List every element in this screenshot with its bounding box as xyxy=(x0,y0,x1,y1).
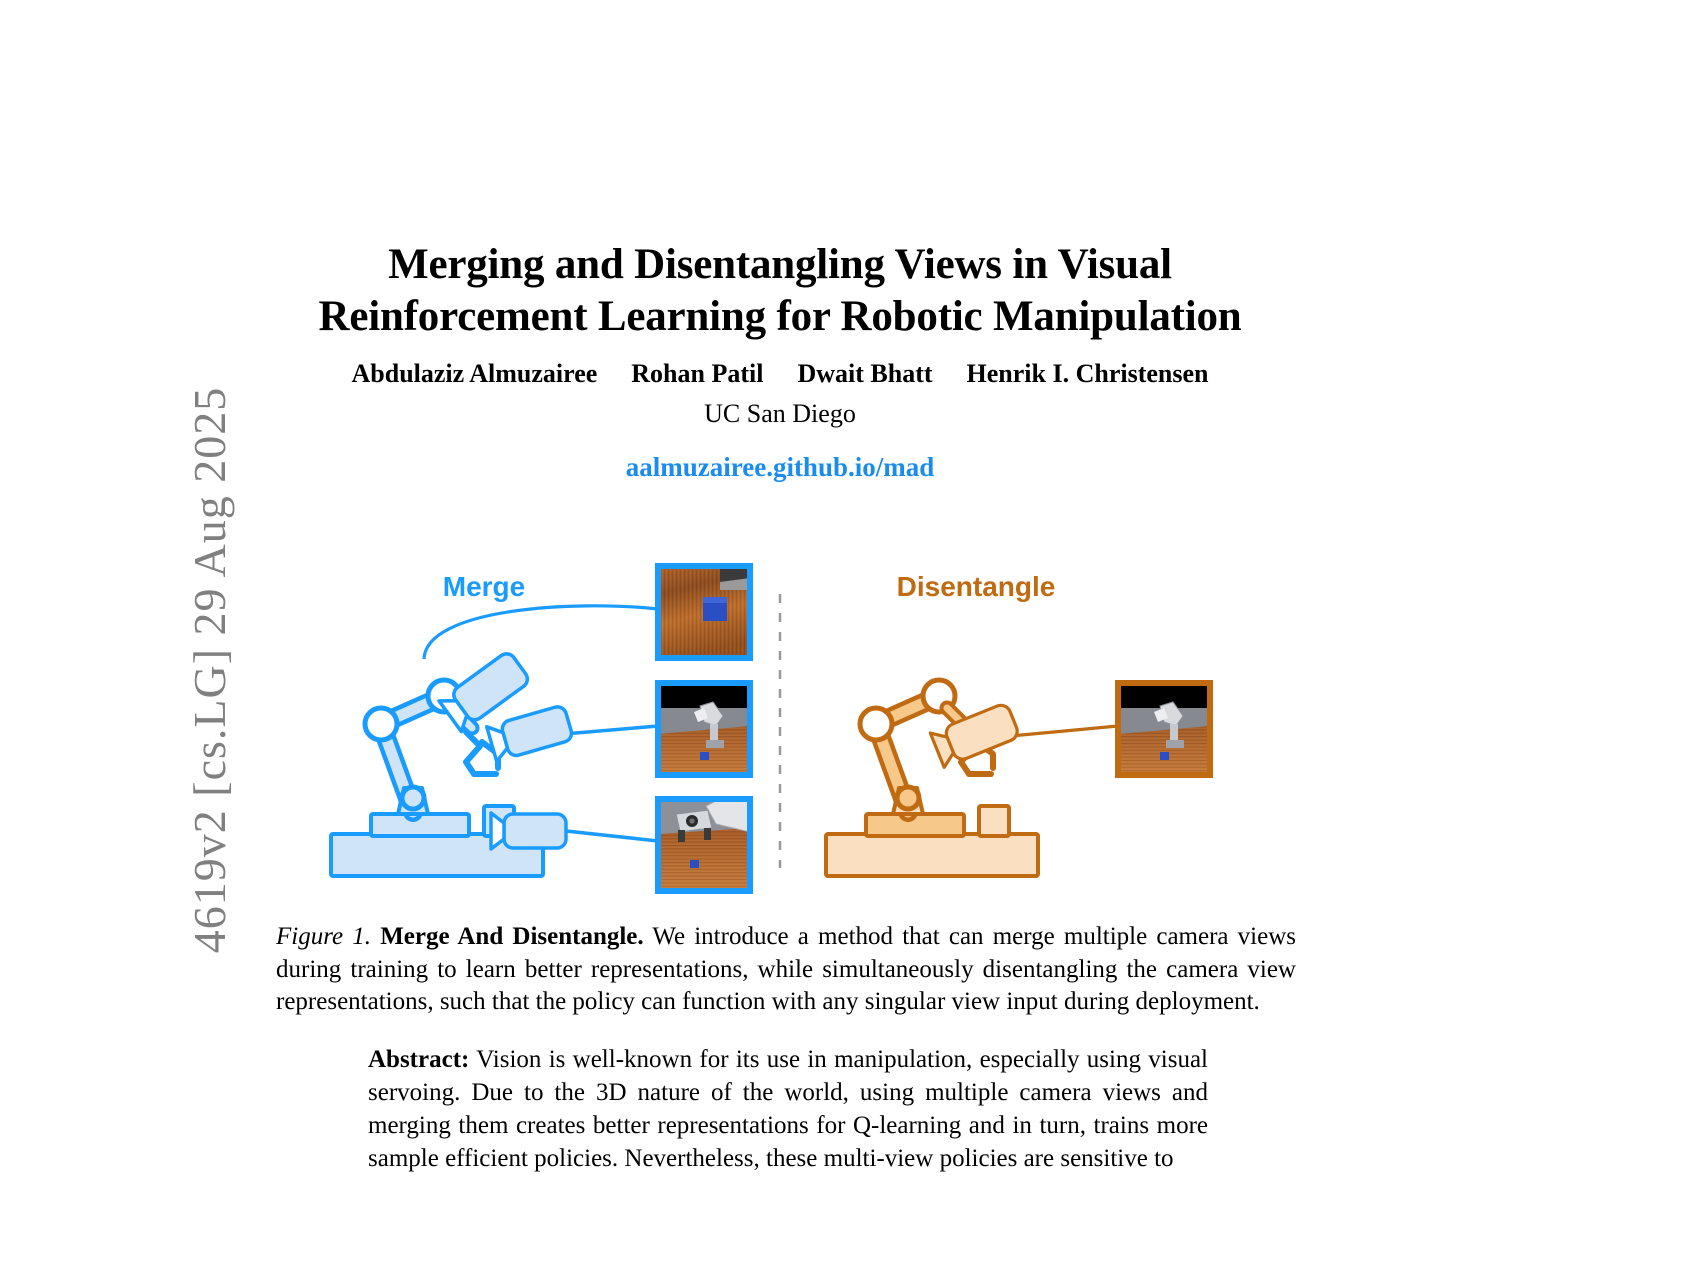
author-name: Dwait Bhatt xyxy=(797,359,933,388)
thumbnail-disentangle-1 xyxy=(1118,683,1210,775)
caption-body: We introduce a method that can merge multiple camera views during training to learn better representations, while simultaneously disentangling the camera view representations, such that the policy can function with any singular view input during deployment. xyxy=(276,923,1297,1015)
disentangle-panel xyxy=(826,680,1210,876)
robot-gripper-finger-left-blue xyxy=(466,732,480,774)
robot-elbow-joint-blue xyxy=(365,708,397,740)
author-name: Abdulaziz Almuzairee xyxy=(351,359,598,388)
caption-figure-number: Figure 1. xyxy=(276,923,372,950)
abstract-section xyxy=(368,1043,1208,1175)
camera-mid-blue xyxy=(487,705,574,762)
merge-link-mid xyxy=(564,726,658,734)
merge-label: Merge xyxy=(442,571,526,602)
figure-caption xyxy=(276,921,1296,1019)
robot-shoulder-joint-orange xyxy=(897,787,919,809)
merge-panel xyxy=(331,566,750,891)
disentangle-link xyxy=(1011,726,1118,736)
caption-lead: Merge And Disentangle. xyxy=(380,923,644,950)
target-cube-orange xyxy=(979,806,1009,836)
author-list xyxy=(250,359,1310,389)
abstract-body: Vision is well-known for its use in manipulation, especially using visual servoing. Due to the 3D nature of the world, using multiple camera views and merging them creates better representations for Q-learning and in turn, trains more sample efficient policies. Nevertheless, these multi-view policies are sensitive to xyxy=(368,1046,1208,1172)
page-title: Merging and Disentangling Views in Visual Reinforcement Learning for Robotic Manipulation xyxy=(318,240,1242,341)
merge-link-curve-top xyxy=(424,606,658,659)
figure-merge-and-disentangle xyxy=(276,556,1296,901)
robot-shoulder-joint-blue xyxy=(402,787,424,809)
robot-base-platform-orange xyxy=(826,834,1038,876)
thumbnail-merge-1 xyxy=(658,566,750,658)
author-name: Rohan Patil xyxy=(631,359,764,388)
arxiv-identifier-stamp: 4619v2 [cs.LG] 29 Aug 2025 xyxy=(184,386,235,954)
author-name: Henrik I. Christensen xyxy=(966,359,1209,388)
robot-elbow-joint-orange xyxy=(860,708,892,740)
abstract-heading: Abstract: xyxy=(368,1046,470,1073)
thumbnail-merge-2 xyxy=(658,683,750,775)
disentangle-label: Disentangle xyxy=(896,571,1056,602)
merge-link-low xyxy=(566,831,658,841)
affiliation: UC San Diego xyxy=(704,399,856,428)
project-page-link[interactable]: aalmuzairee.github.io/mad xyxy=(625,452,935,482)
thumbnail-merge-3 xyxy=(658,799,750,891)
